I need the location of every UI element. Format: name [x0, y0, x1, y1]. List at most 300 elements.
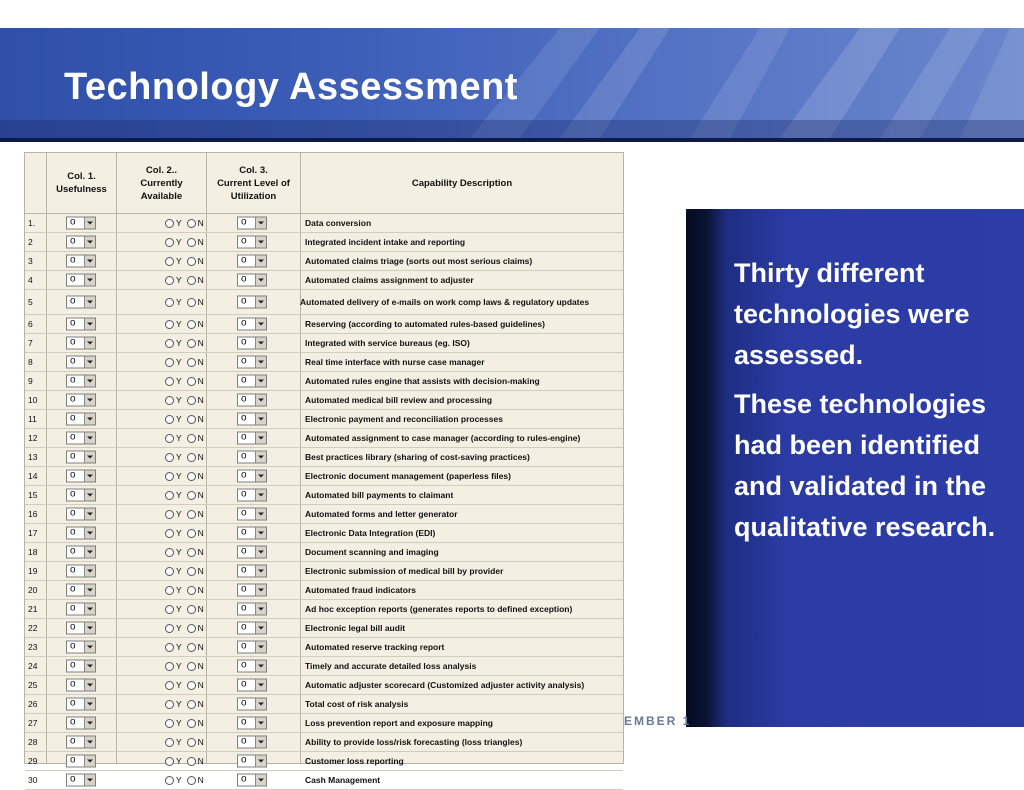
form-row: [25, 252, 623, 271]
dropdown-arrow-icon[interactable]: [255, 237, 266, 248]
availability-radio-group: [165, 680, 204, 690]
no-radio[interactable]: [187, 396, 196, 405]
dropdown-arrow-icon[interactable]: [255, 490, 266, 501]
assessment-form: [24, 152, 624, 785]
dropdown-arrow-icon[interactable]: [84, 338, 95, 349]
select-value: o: [70, 602, 76, 614]
dropdown-arrow-icon[interactable]: [84, 395, 95, 406]
no-label: N: [197, 642, 204, 652]
no-label: N: [197, 395, 204, 405]
usefulness-select[interactable]: [66, 622, 96, 635]
dropdown-arrow-icon[interactable]: [255, 433, 266, 444]
utilization-select[interactable]: [237, 432, 267, 445]
no-radio[interactable]: [187, 681, 196, 690]
form-row: [25, 676, 623, 695]
select-value: o: [241, 526, 247, 538]
availability-radio-group: [165, 433, 204, 443]
usefulness-select[interactable]: [66, 432, 96, 445]
row-number: 26: [28, 699, 38, 709]
availability-radio-group: [165, 585, 204, 595]
dropdown-arrow-icon[interactable]: [84, 642, 95, 653]
dropdown-arrow-icon[interactable]: [255, 756, 266, 767]
availability-radio-group: [165, 699, 204, 709]
dropdown-arrow-icon[interactable]: [255, 452, 266, 463]
form-row: [25, 334, 623, 353]
yes-label: Y: [176, 256, 182, 266]
dropdown-arrow-icon[interactable]: [84, 680, 95, 691]
select-value: o: [241, 602, 247, 614]
utilization-select[interactable]: [237, 603, 267, 616]
availability-radio-group: [165, 376, 204, 386]
dropdown-arrow-icon[interactable]: [84, 471, 95, 482]
col2-header: Col. 2.. Currently Available: [140, 164, 183, 202]
select-value: o: [70, 754, 76, 766]
yes-radio[interactable]: [165, 567, 174, 576]
utilization-select[interactable]: [237, 451, 267, 464]
usefulness-select[interactable]: [66, 660, 96, 673]
utilization-select[interactable]: [237, 774, 267, 787]
row-number: 20: [28, 585, 38, 595]
row-number: 17: [28, 528, 38, 538]
utilization-select[interactable]: [237, 274, 267, 287]
utilization-select[interactable]: [237, 660, 267, 673]
yes-label: Y: [176, 509, 182, 519]
dropdown-arrow-icon[interactable]: [84, 509, 95, 520]
dropdown-arrow-icon[interactable]: [255, 256, 266, 267]
select-value: o: [241, 640, 247, 652]
utilization-select[interactable]: [237, 622, 267, 635]
usefulness-select[interactable]: [66, 774, 96, 787]
yes-radio[interactable]: [165, 510, 174, 519]
form-row: [25, 467, 623, 486]
dropdown-arrow-icon[interactable]: [255, 566, 266, 577]
dropdown-arrow-icon[interactable]: [84, 237, 95, 248]
dropdown-arrow-icon[interactable]: [84, 376, 95, 387]
utilization-select[interactable]: [237, 375, 267, 388]
no-radio[interactable]: [187, 339, 196, 348]
yes-radio[interactable]: [165, 238, 174, 247]
usefulness-select[interactable]: [66, 584, 96, 597]
yes-label: Y: [176, 433, 182, 443]
usefulness-select[interactable]: [66, 489, 96, 502]
yes-radio[interactable]: [165, 643, 174, 652]
select-value: o: [70, 716, 76, 728]
yes-radio[interactable]: [165, 491, 174, 500]
no-label: N: [197, 623, 204, 633]
no-label: N: [197, 297, 204, 307]
dropdown-arrow-icon[interactable]: [255, 623, 266, 634]
row-number: 4: [28, 275, 33, 285]
dropdown-arrow-icon[interactable]: [255, 357, 266, 368]
title-banner: [0, 28, 1024, 138]
yes-label: Y: [176, 718, 182, 728]
availability-radio-group: [165, 414, 204, 424]
utilization-select[interactable]: [237, 318, 267, 331]
yes-radio[interactable]: [165, 472, 174, 481]
capability-description: Automated rules engine that assists with decision-making: [305, 376, 540, 386]
dropdown-arrow-icon[interactable]: [255, 585, 266, 596]
dropdown-arrow-icon[interactable]: [255, 699, 266, 710]
yes-radio[interactable]: [165, 586, 174, 595]
capability-description: Document scanning and imaging: [305, 547, 439, 557]
dropdown-arrow-icon[interactable]: [84, 547, 95, 558]
no-radio[interactable]: [187, 320, 196, 329]
no-label: N: [197, 256, 204, 266]
dropdown-arrow-icon[interactable]: [84, 319, 95, 330]
select-value: o: [241, 273, 247, 285]
dropdown-arrow-icon[interactable]: [255, 395, 266, 406]
yes-label: Y: [176, 452, 182, 462]
yes-radio[interactable]: [165, 320, 174, 329]
availability-radio-group: [165, 604, 204, 614]
select-value: o: [241, 488, 247, 500]
yes-radio[interactable]: [165, 662, 174, 671]
availability-radio-group: [165, 756, 204, 766]
capability-description: Integrated with service bureaus (eg. ISO): [305, 338, 470, 348]
no-radio[interactable]: [187, 738, 196, 747]
dropdown-arrow-icon[interactable]: [255, 414, 266, 425]
dropdown-arrow-icon[interactable]: [84, 433, 95, 444]
yes-radio[interactable]: [165, 719, 174, 728]
no-radio[interactable]: [187, 586, 196, 595]
yes-radio[interactable]: [165, 757, 174, 766]
utilization-select[interactable]: [237, 717, 267, 730]
form-row: [25, 505, 623, 524]
usefulness-select[interactable]: [66, 236, 96, 249]
no-label: N: [197, 509, 204, 519]
select-value: o: [241, 507, 247, 519]
no-label: N: [197, 452, 204, 462]
dropdown-arrow-icon[interactable]: [255, 509, 266, 520]
no-radio[interactable]: [187, 238, 196, 247]
form-row: [25, 752, 623, 771]
utilization-select[interactable]: [237, 296, 267, 309]
dropdown-arrow-icon[interactable]: [255, 661, 266, 672]
usefulness-select[interactable]: [66, 527, 96, 540]
row-number: 1.: [28, 218, 36, 228]
capability-description: Loss prevention report and exposure mapping: [305, 718, 493, 728]
footer-date-fragment: EMBER 1: [624, 714, 692, 728]
no-radio[interactable]: [187, 358, 196, 367]
usefulness-select[interactable]: [66, 508, 96, 521]
no-label: N: [197, 661, 204, 671]
yes-label: Y: [176, 699, 182, 709]
dropdown-arrow-icon[interactable]: [255, 718, 266, 729]
dropdown-arrow-icon[interactable]: [84, 661, 95, 672]
form-row: [25, 353, 623, 372]
row-number: 8: [28, 357, 33, 367]
usefulness-select[interactable]: [66, 375, 96, 388]
utilization-select[interactable]: [237, 641, 267, 654]
no-label: N: [197, 737, 204, 747]
usefulness-select[interactable]: [66, 565, 96, 578]
dropdown-arrow-icon[interactable]: [255, 528, 266, 539]
form-row: [25, 733, 623, 752]
row-number: 13: [28, 452, 38, 462]
select-value: o: [241, 754, 247, 766]
row-number: 2: [28, 237, 33, 247]
dropdown-arrow-icon[interactable]: [255, 376, 266, 387]
dropdown-arrow-icon[interactable]: [255, 547, 266, 558]
no-radio[interactable]: [187, 219, 196, 228]
select-value: o: [70, 678, 76, 690]
form-row: [25, 657, 623, 676]
no-radio[interactable]: [187, 624, 196, 633]
row-number: 27: [28, 718, 38, 728]
form-row: [25, 486, 623, 505]
yes-radio[interactable]: [165, 298, 174, 307]
dropdown-arrow-icon[interactable]: [255, 604, 266, 615]
row-number: 10: [28, 395, 38, 405]
yes-radio[interactable]: [165, 339, 174, 348]
utilization-select[interactable]: [237, 755, 267, 768]
dropdown-arrow-icon[interactable]: [84, 737, 95, 748]
dropdown-arrow-icon[interactable]: [255, 680, 266, 691]
no-radio[interactable]: [187, 548, 196, 557]
yes-radio[interactable]: [165, 738, 174, 747]
usefulness-select[interactable]: [66, 736, 96, 749]
no-radio[interactable]: [187, 567, 196, 576]
dropdown-arrow-icon[interactable]: [84, 756, 95, 767]
select-value: o: [241, 678, 247, 690]
no-radio[interactable]: [187, 719, 196, 728]
select-value: o: [241, 469, 247, 481]
utilization-select[interactable]: [237, 508, 267, 521]
dropdown-arrow-icon[interactable]: [255, 297, 266, 308]
capability-description: Automated forms and letter generator: [305, 509, 458, 519]
usefulness-select[interactable]: [66, 255, 96, 268]
yes-radio[interactable]: [165, 434, 174, 443]
no-radio[interactable]: [187, 453, 196, 462]
dropdown-arrow-icon[interactable]: [84, 218, 95, 229]
yes-radio[interactable]: [165, 700, 174, 709]
usefulness-select[interactable]: [66, 451, 96, 464]
select-value: o: [241, 254, 247, 266]
no-radio[interactable]: [187, 472, 196, 481]
utilization-select[interactable]: [237, 337, 267, 350]
usefulness-select[interactable]: [66, 296, 96, 309]
dropdown-arrow-icon[interactable]: [84, 297, 95, 308]
dropdown-arrow-icon[interactable]: [84, 414, 95, 425]
select-value: o: [241, 773, 247, 785]
yes-radio[interactable]: [165, 377, 174, 386]
capability-description: Reserving (according to automated rules-based guidelines): [305, 319, 545, 329]
utilization-select[interactable]: [237, 489, 267, 502]
capability-description: Automated claims triage (sorts out most serious claims): [305, 256, 533, 266]
no-radio[interactable]: [187, 434, 196, 443]
select-value: o: [241, 336, 247, 348]
select-value: o: [70, 564, 76, 576]
dropdown-arrow-icon[interactable]: [84, 699, 95, 710]
capability-description: Timely and accurate detailed loss analysis: [305, 661, 477, 671]
utilization-select[interactable]: [237, 255, 267, 268]
availability-radio-group: [165, 357, 204, 367]
yes-label: Y: [176, 338, 182, 348]
utilization-select[interactable]: [237, 679, 267, 692]
dropdown-arrow-icon[interactable]: [255, 275, 266, 286]
utilization-select[interactable]: [237, 217, 267, 230]
row-number: 5: [28, 297, 33, 307]
dropdown-arrow-icon[interactable]: [84, 585, 95, 596]
yes-radio[interactable]: [165, 605, 174, 614]
capability-description: Automated reserve tracking report: [305, 642, 445, 652]
dropdown-arrow-icon[interactable]: [84, 623, 95, 634]
yes-radio[interactable]: [165, 548, 174, 557]
availability-radio-group: [165, 775, 204, 785]
dropdown-arrow-icon[interactable]: [255, 775, 266, 786]
usefulness-select[interactable]: [66, 717, 96, 730]
utilization-select[interactable]: [237, 394, 267, 407]
usefulness-select[interactable]: [66, 394, 96, 407]
no-radio[interactable]: [187, 377, 196, 386]
capability-description: Automated delivery of e-mails on work comp laws & regulatory updates: [300, 297, 590, 307]
form-row: [25, 233, 623, 252]
usefulness-select[interactable]: [66, 679, 96, 692]
no-label: N: [197, 490, 204, 500]
utilization-select[interactable]: [237, 584, 267, 597]
row-number: 3: [28, 256, 33, 266]
yes-radio[interactable]: [165, 776, 174, 785]
usefulness-select[interactable]: [66, 337, 96, 350]
no-label: N: [197, 433, 204, 443]
row-number: 18: [28, 547, 38, 557]
dropdown-arrow-icon[interactable]: [84, 256, 95, 267]
no-radio[interactable]: [187, 757, 196, 766]
row-number: 15: [28, 490, 38, 500]
utilization-select[interactable]: [237, 698, 267, 711]
yes-radio[interactable]: [165, 396, 174, 405]
capability-description-header: Capability Description: [411, 177, 513, 189]
no-radio[interactable]: [187, 491, 196, 500]
no-radio[interactable]: [187, 298, 196, 307]
availability-radio-group: [165, 275, 204, 285]
yes-label: Y: [176, 319, 182, 329]
usefulness-select[interactable]: [66, 641, 96, 654]
usefulness-select[interactable]: [66, 356, 96, 369]
dropdown-arrow-icon[interactable]: [84, 604, 95, 615]
form-row: [25, 619, 623, 638]
dropdown-arrow-icon[interactable]: [84, 775, 95, 786]
yes-label: Y: [176, 661, 182, 671]
dropdown-arrow-icon[interactable]: [84, 718, 95, 729]
no-radio[interactable]: [187, 662, 196, 671]
dropdown-arrow-icon[interactable]: [255, 319, 266, 330]
utilization-select[interactable]: [237, 470, 267, 483]
utilization-select[interactable]: [237, 546, 267, 559]
usefulness-select[interactable]: [66, 413, 96, 426]
select-value: o: [70, 235, 76, 247]
usefulness-select[interactable]: [66, 698, 96, 711]
dropdown-arrow-icon[interactable]: [84, 275, 95, 286]
form-row: [25, 600, 623, 619]
utilization-select[interactable]: [237, 527, 267, 540]
form-row: [25, 543, 623, 562]
row-number: 14: [28, 471, 38, 481]
dropdown-arrow-icon[interactable]: [255, 471, 266, 482]
yes-radio[interactable]: [165, 453, 174, 462]
capability-description: Real time interface with nurse case manager: [305, 357, 485, 367]
no-label: N: [197, 756, 204, 766]
dropdown-arrow-icon[interactable]: [255, 338, 266, 349]
select-value: o: [70, 355, 76, 367]
dropdown-arrow-icon[interactable]: [84, 566, 95, 577]
select-value: o: [70, 697, 76, 709]
row-number: 9: [28, 376, 33, 386]
form-row: [25, 695, 623, 714]
no-label: N: [197, 338, 204, 348]
dropdown-arrow-icon[interactable]: [84, 490, 95, 501]
form-row: [25, 562, 623, 581]
yes-radio[interactable]: [165, 276, 174, 285]
capability-description: Electronic Data Integration (EDI): [305, 528, 436, 538]
usefulness-select[interactable]: [66, 274, 96, 287]
no-radio[interactable]: [187, 510, 196, 519]
usefulness-select[interactable]: [66, 603, 96, 616]
yes-radio[interactable]: [165, 681, 174, 690]
form-row: [25, 372, 623, 391]
yes-radio[interactable]: [165, 219, 174, 228]
no-label: N: [197, 585, 204, 595]
no-label: N: [197, 319, 204, 329]
no-radio[interactable]: [187, 529, 196, 538]
capability-description: Cash Management: [305, 775, 381, 785]
yes-label: Y: [176, 218, 182, 228]
form-header-row: [25, 153, 623, 214]
yes-radio[interactable]: [165, 624, 174, 633]
no-radio[interactable]: [187, 700, 196, 709]
utilization-select[interactable]: [237, 565, 267, 578]
usefulness-select[interactable]: [66, 318, 96, 331]
yes-radio[interactable]: [165, 529, 174, 538]
usefulness-select[interactable]: [66, 755, 96, 768]
dropdown-arrow-icon[interactable]: [255, 737, 266, 748]
yes-radio[interactable]: [165, 358, 174, 367]
summary-panel: [686, 209, 1024, 727]
usefulness-select[interactable]: [66, 546, 96, 559]
no-radio[interactable]: [187, 276, 196, 285]
no-label: N: [197, 357, 204, 367]
no-label: N: [197, 237, 204, 247]
yes-radio[interactable]: [165, 415, 174, 424]
no-radio[interactable]: [187, 776, 196, 785]
no-radio[interactable]: [187, 257, 196, 266]
yes-label: Y: [176, 395, 182, 405]
utilization-select[interactable]: [237, 356, 267, 369]
yes-radio[interactable]: [165, 257, 174, 266]
no-radio[interactable]: [187, 605, 196, 614]
row-number: 21: [28, 604, 38, 614]
dropdown-arrow-icon[interactable]: [255, 218, 266, 229]
no-label: N: [197, 218, 204, 228]
dropdown-arrow-icon[interactable]: [84, 357, 95, 368]
utilization-select[interactable]: [237, 736, 267, 749]
dropdown-arrow-icon[interactable]: [84, 528, 95, 539]
utilization-select[interactable]: [237, 413, 267, 426]
no-label: N: [197, 414, 204, 424]
dropdown-arrow-icon[interactable]: [84, 452, 95, 463]
form-row: [25, 214, 623, 233]
availability-radio-group: [165, 490, 204, 500]
utilization-select[interactable]: [237, 236, 267, 249]
no-radio[interactable]: [187, 415, 196, 424]
usefulness-select[interactable]: [66, 470, 96, 483]
summary-paragraph-1: Thirty different technologies were assessed.: [734, 258, 970, 370]
select-value: o: [241, 735, 247, 747]
no-label: N: [197, 566, 204, 576]
no-radio[interactable]: [187, 643, 196, 652]
usefulness-select[interactable]: [66, 217, 96, 230]
dropdown-arrow-icon[interactable]: [255, 642, 266, 653]
